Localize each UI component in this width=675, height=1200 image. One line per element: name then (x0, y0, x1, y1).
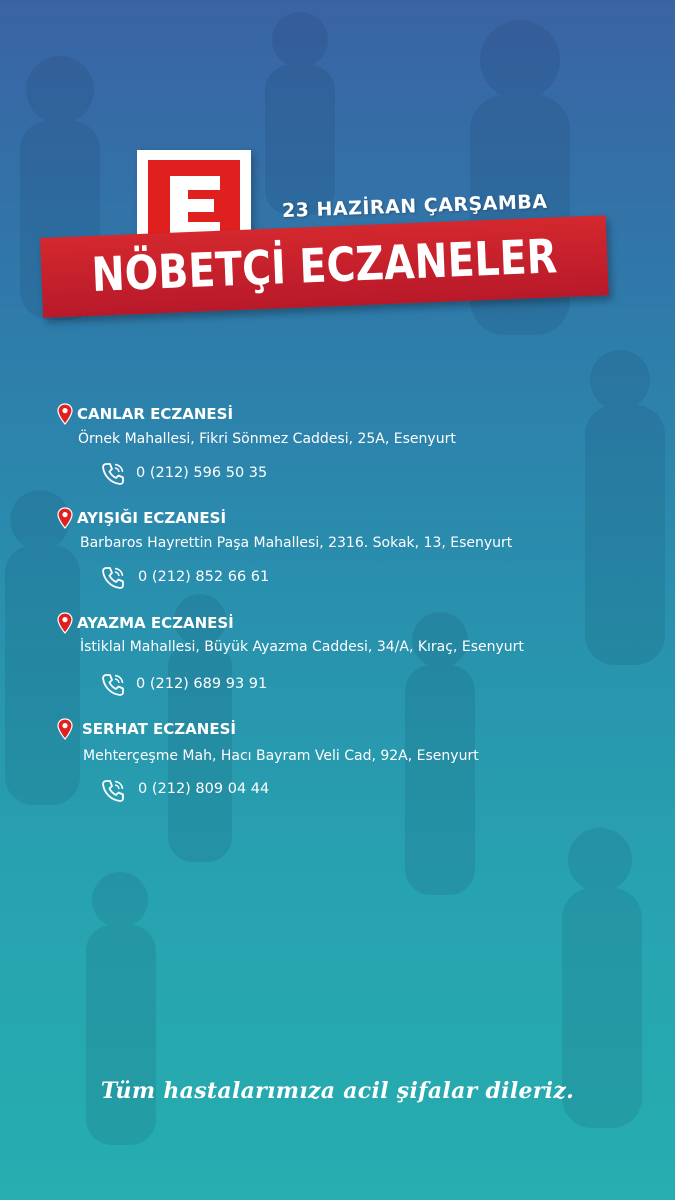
pharmacy-phone[interactable]: 0 (212) 852 66 61 (138, 569, 270, 585)
pharmacy-phone[interactable]: 0 (212) 809 04 44 (138, 781, 270, 797)
phone-icon (100, 461, 126, 487)
phone-icon (100, 672, 126, 698)
pharmacy-name: SERHAT ECZANESİ (82, 720, 236, 738)
page-title: NÖBETÇİ ECZANELER (90, 229, 559, 303)
pharmacy-address: İstiklal Mahallesi, Büyük Ayazma Caddesi, 34/A, Kıraç, Esenyurt (80, 639, 524, 655)
location-pin-icon (57, 403, 73, 425)
pharmacy-name: AYIŞIĞI ECZANESİ (77, 509, 227, 527)
duty-date: 23 HAZİRAN ÇARŞAMBA (281, 190, 548, 222)
pharmacy-phone[interactable]: 0 (212) 689 93 91 (136, 676, 268, 692)
pharmacy-phone[interactable]: 0 (212) 596 50 35 (136, 465, 268, 481)
pharmacy-address: Barbaros Hayrettin Paşa Mahallesi, 2316. Sokak, 13, Esenyurt (80, 535, 513, 551)
location-pin-icon (57, 507, 73, 529)
pharmacy-name: CANLAR ECZANESİ (77, 405, 234, 423)
pharmacy-name: AYAZMA ECZANESİ (77, 614, 234, 632)
location-pin-icon (57, 718, 73, 740)
phone-icon (100, 778, 126, 804)
pharmacy-address: Mehterçeşme Mah, Hacı Bayram Veli Cad, 92A, Esenyurt (83, 748, 479, 764)
location-pin-icon (57, 612, 73, 634)
pharmacy-address: Örnek Mahallesi, Fikri Sönmez Caddesi, 25A, Esenyurt (78, 431, 456, 447)
footer-message: Tüm hastalarımıza acil şifalar dileriz. (100, 1078, 575, 1104)
phone-icon (100, 565, 126, 591)
